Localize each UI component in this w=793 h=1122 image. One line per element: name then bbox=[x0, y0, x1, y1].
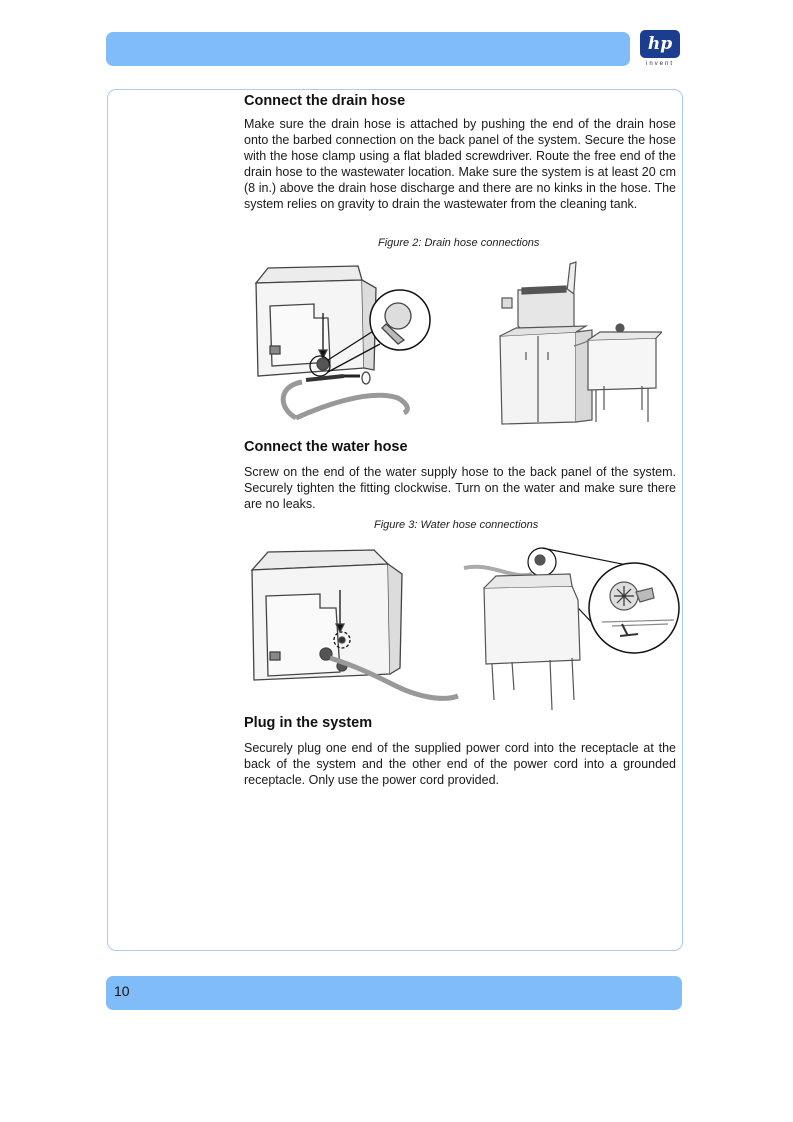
drain-hose-system-illustration bbox=[248, 258, 438, 428]
hp-logo-badge: hp bbox=[640, 30, 680, 58]
figure-caption: Figure 2: Drain hose connections bbox=[378, 237, 540, 249]
figure-caption: Figure 3: Water hose connections bbox=[374, 519, 539, 531]
section-heading: Plug in the system bbox=[244, 715, 373, 731]
footer-bar bbox=[106, 976, 682, 1010]
section-water-hose bbox=[244, 439, 676, 512]
section-heading: Connect the water hose bbox=[244, 439, 408, 455]
section-heading: Connect the drain hose bbox=[244, 93, 406, 109]
page-number: 10 bbox=[114, 983, 130, 999]
section-body: Screw on the end of the water supply hose to the back panel of the system. Securely tighten the fitting clockwise. Turn on the water and make sure there are no leaks. bbox=[244, 465, 676, 511]
water-hose-system-illustration bbox=[246, 546, 460, 710]
section-drain-hose bbox=[244, 93, 676, 212]
header-bar bbox=[106, 32, 630, 66]
section-body: Make sure the drain hose is attached by pushing the end of the drain hose onto the barbed connection on the back panel of the system. Secure the hose with the hose clamp using a flat bladed screwdriver. Route the free end of the drain hose to the wastewater location. Make sure the system is at least 20 cm (8 in.) above the drain hose discharge and there are no kinks in the hose. The system relies on gravity to drain the wastewater from the cleaning tank. bbox=[244, 117, 676, 211]
drain-to-sink-illustration bbox=[496, 260, 662, 426]
hp-logo bbox=[634, 30, 686, 72]
section-body: Securely plug one end of the supplied power cord into the receptacle at the back of the system and the other end of the power cord into a grounded receptacle. Only use the power cord provided. bbox=[244, 741, 676, 787]
section-plug-in bbox=[244, 715, 676, 788]
water-faucet-illustration bbox=[462, 540, 682, 716]
hp-logo-tagline: invent bbox=[645, 61, 674, 67]
